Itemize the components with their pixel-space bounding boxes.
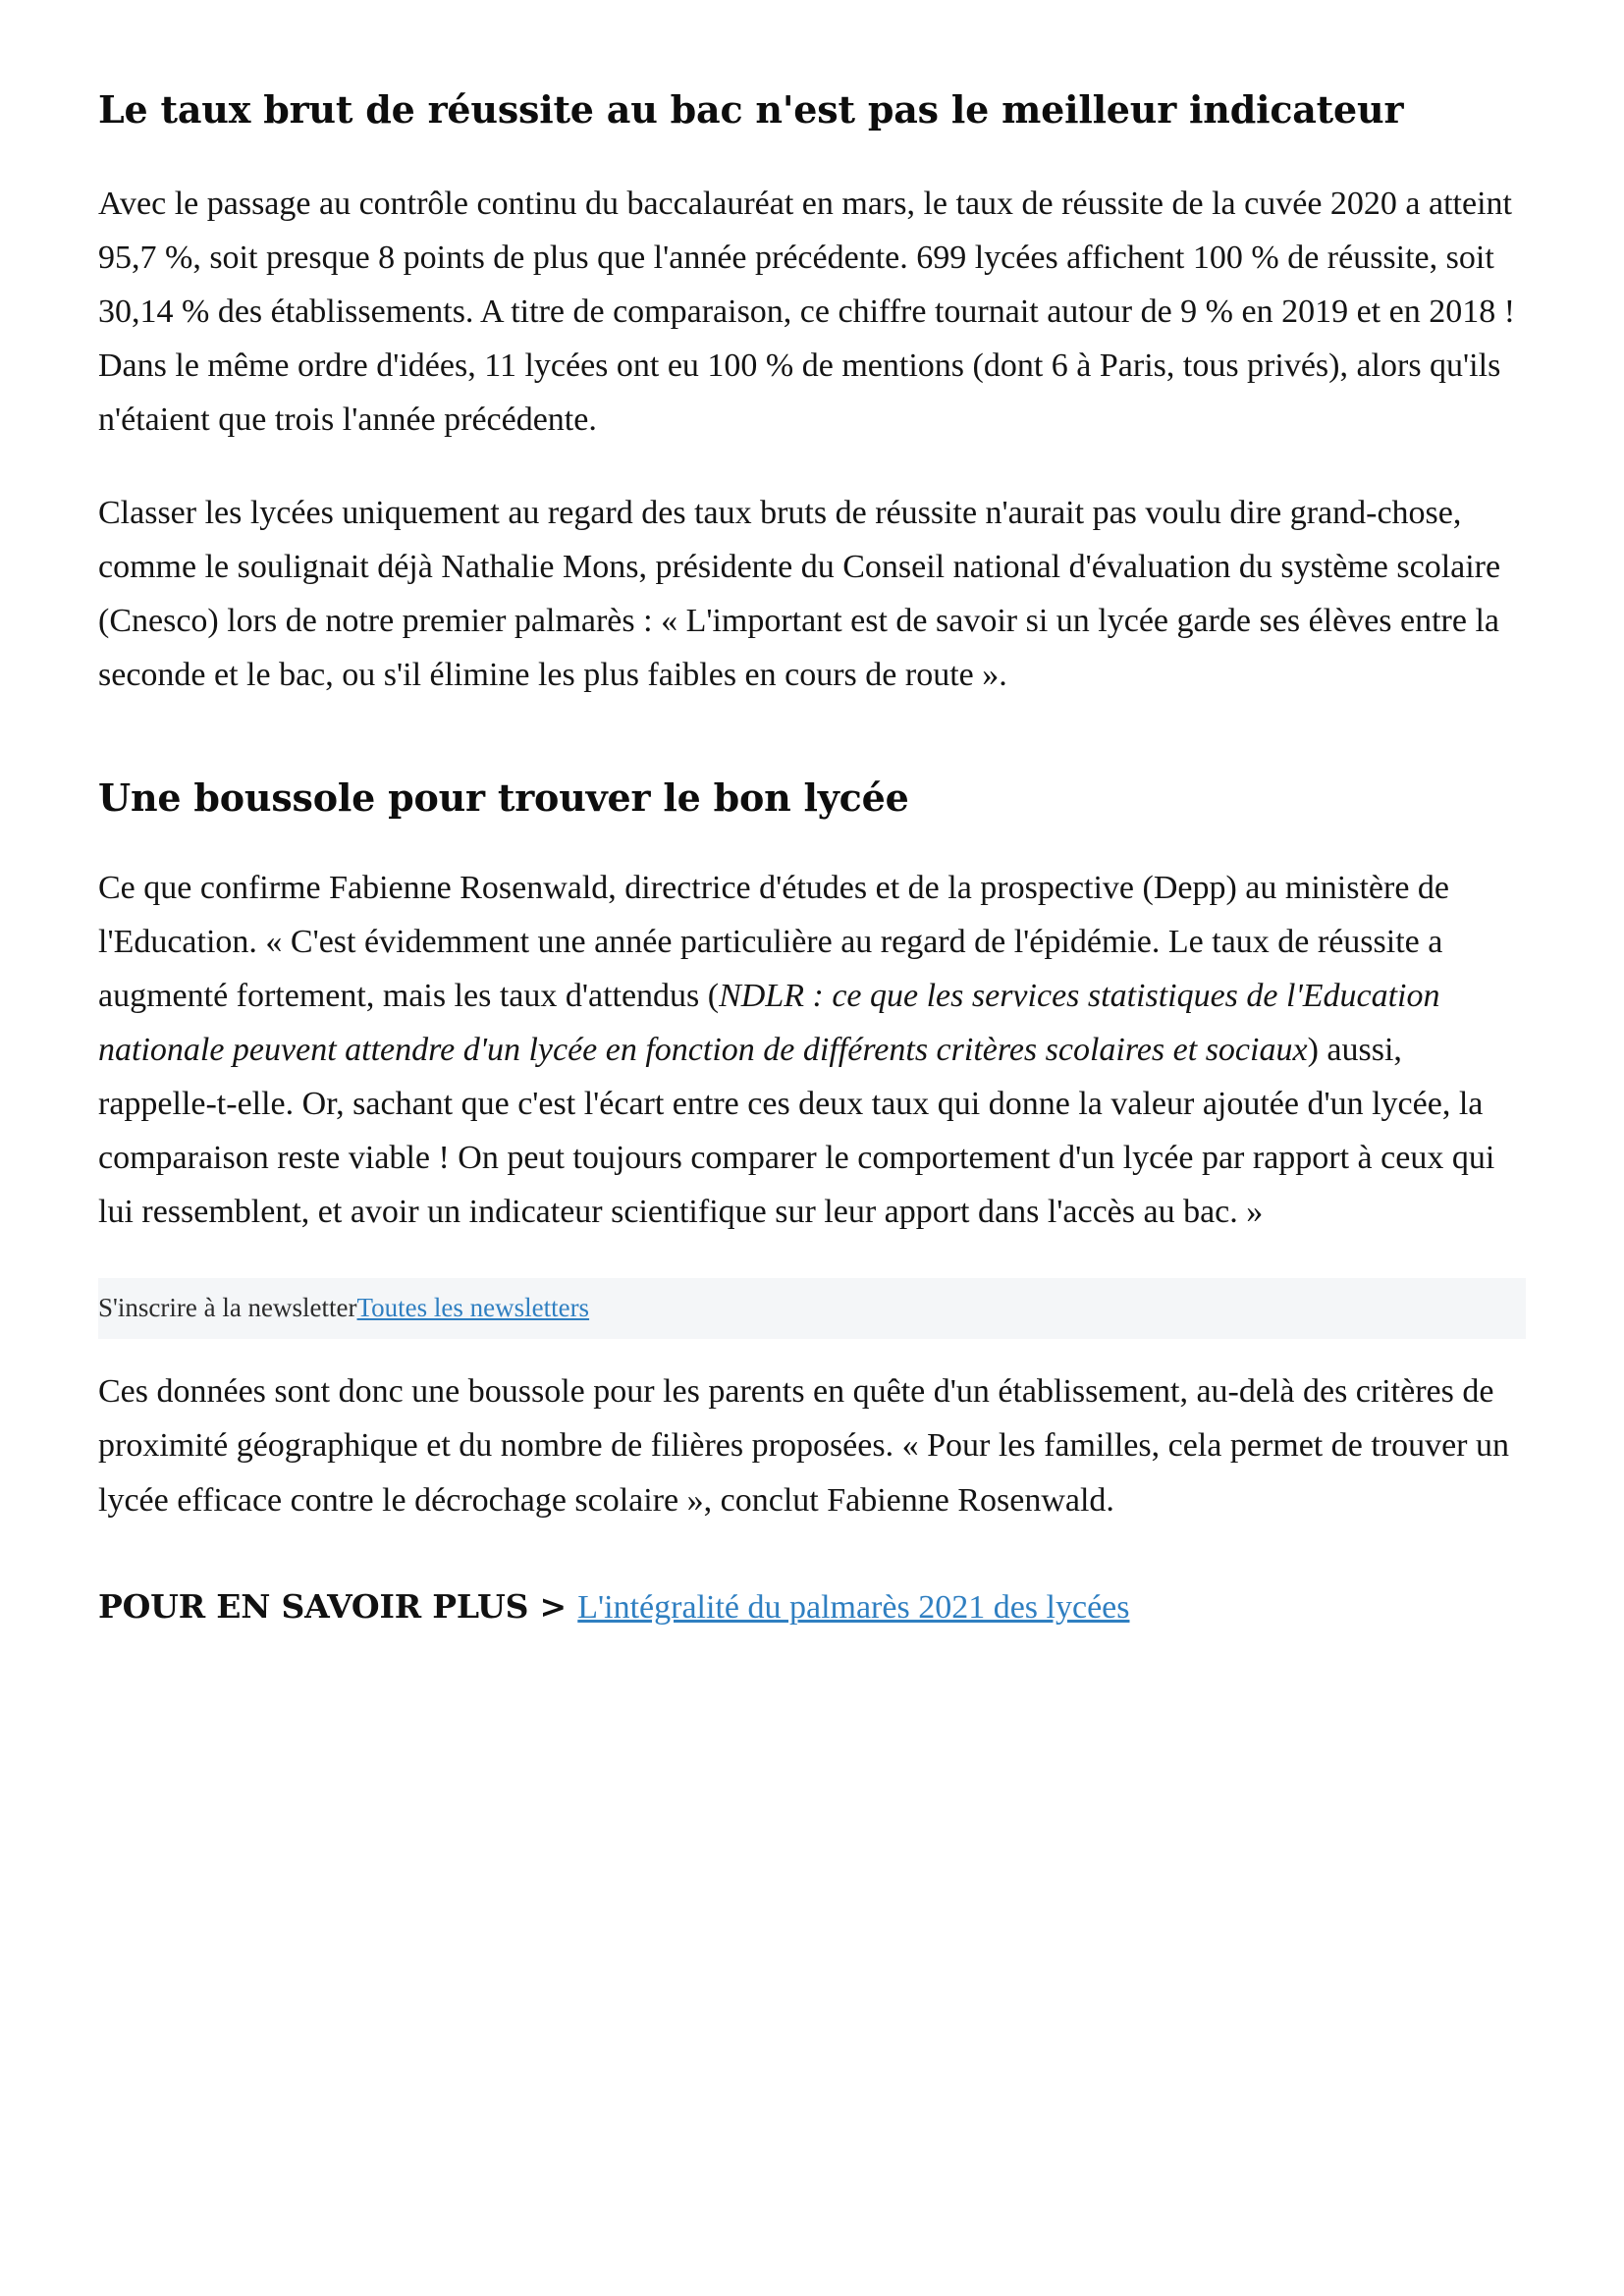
newsletter-signup-bar[interactable] [98,1278,1526,1339]
full-ranking-link[interactable]: L'intégralité du palmarès 2021 des lycées [577,1588,1130,1626]
quote-part-one: Ce que confirme Fabienne Rosenwald, directrice d'études et de la prospective (Depp) au ministère de l'Education. « C'est évidemment une année particulière au regard de l'épidémie. Le taux de réussite a augmenté fortement, mais les taux d'attendus ( [98,869,1450,1014]
quote-part-two: ) aussi, rappelle-t-elle. Or, sachant que c'est l'écart entre ces deux taux qui donne la valeur ajoutée d'un lycée, la comparaison reste viable ! On peut toujours comparer le comportement d'un lycée par rapport à ceux qui lui ressemblent, et avoir un indicateur scientifique sur leur apport dans l'accès au bac. » [98,1031,1495,1231]
more-info-block [98,1582,1526,1632]
paragraph-parents-compass: Ces données sont donc une boussole pour les parents en quête d'un établissement, au-delà des critères de proximité géographique et du nombre de filières proposées. « Pour les familles, cela permet de trouver un lycée efficace contre le décrochage scolaire », conclut Fabienne Rosenwald. [98,1373,1509,1519]
paragraph-ranking-context: Classer les lycées uniquement au regard des taux bruts de réussite n'aurait pas voulu dire grand-chose, comme le soulignait déjà Nathalie Mons, présidente du Conseil national d'évaluation du système scolaire (Cnesco) lors de notre premier palmarès : « L'important est de savoir si un lycée garde ses élèves entre la seconde et le bac, ou s'il élimine les plus faibles en cours de route ». [98,494,1501,694]
all-newsletters-link[interactable]: Toutes les newsletters [356,1293,590,1323]
section-title-boussole: Une boussole pour trouver le bon lycée [98,775,909,821]
section-title-indicator: Le taux brut de réussite au bac n'est pas le meilleur indicateur [98,87,1404,132]
paragraph-rosenwald-quote [98,861,1526,1240]
newsletter-label: S'inscrire à la newsletter [98,1293,357,1323]
editor-note-italic: NDLR : ce que les services statistiques de l'Education nationale peuvent attendre d'un lycée en fonction de différents critères scolaires et sociaux [98,977,1440,1068]
more-info-prefix: POUR EN SAVOIR PLUS > [98,1586,578,1626]
paragraph-bac-results: Avec le passage au contrôle continu du baccalauréat en mars, le taux de réussite de la cuvée 2020 a atteint 95,7 %, soit presque 8 points de plus que l'année précédente. 699 lycées affichent 100 % de réussite, soit 30,14 % des établissements. A titre de comparaison, ce chiffre tournait autour de 9 % en 2019 et en 2018 ! Dans le même ordre d'idées, 11 lycées ont eu 100 % de mentions (dont 6 à Paris, tous privés), alors qu'ils n'étaient que trois l'année précédente. [98,185,1516,438]
bottom-spacer [98,1632,1526,1750]
